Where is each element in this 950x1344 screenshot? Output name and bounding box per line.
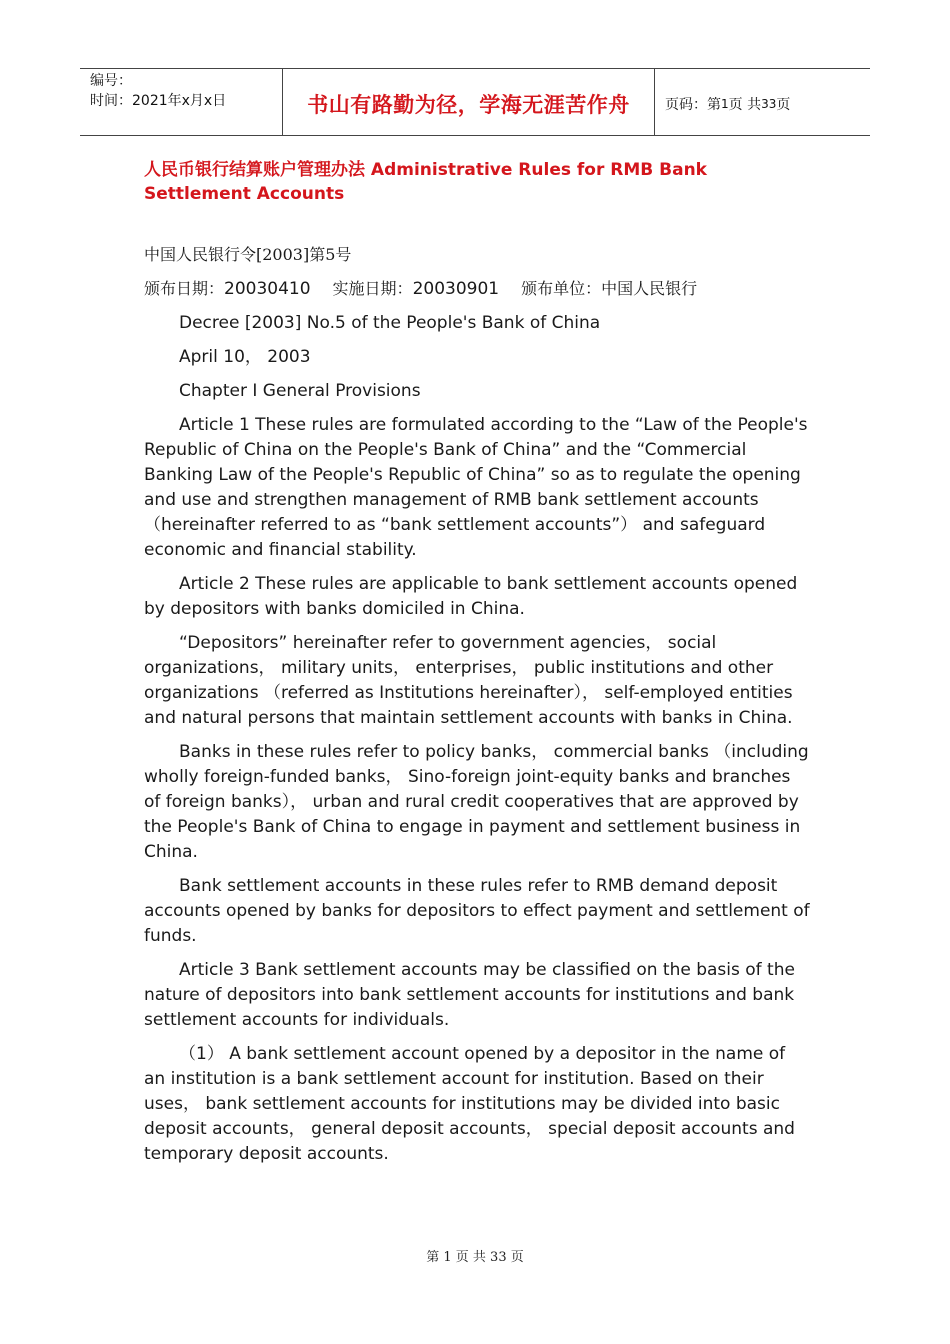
paragraph-article-1: Article 1 These rules are formulated according to the “Law of the People's Republic of China on the People's Bank of China” and the “Commercial Banking Law of the People's Republic of China” so as to regulate the opening and use and strengthen management of RMB bank settlement accounts （hereinafter referred to as “bank settlement accounts”） and safeguard economic and financial stability.: [144, 415, 808, 560]
issuer-label: 颁布单位：: [521, 279, 602, 298]
page-current: 1: [721, 97, 729, 111]
header-meta-cell: [80, 69, 282, 135]
title-en: Administrative Rules for RMB Bank Settlement Accounts: [144, 160, 707, 204]
page-prefix: 页码：第: [665, 97, 721, 113]
promulgation-label: 颁布日期：: [144, 279, 225, 298]
decree-cn: 中国人民银行令[2003]第5号: [144, 245, 352, 264]
promulgation-meta: [144, 277, 810, 301]
page-mid: 页 共: [728, 97, 762, 113]
promulgation-date: 20030410: [224, 279, 311, 299]
page-suffix: 页: [776, 97, 791, 113]
issuer: 中国人民银行: [601, 279, 698, 298]
paragraph-depositors: “Depositors” hereinafter refer to government agencies， social organizations， military units， enterprises， public institutions and other organizations （referred as Institutions hereinafter）， self-employed entities and natural persons that maintain settlement accounts with banks in China.: [144, 633, 793, 728]
paragraph-article-2: Article 2 These rules are applicable to bank settlement accounts opened by depositors with banks domiciled in China.: [144, 574, 798, 619]
document-title: [144, 158, 810, 206]
effective-date: 20030901: [412, 279, 500, 299]
page-footer: 第 1 页 共 33 页: [426, 1250, 524, 1265]
paragraph-institution-accounts: （1） A bank settlement account opened by a depositor in the name of an institution is a bank settlement account for institution. Based on their uses， bank settlement accounts for institutions may be divided into basic deposit accounts， general deposit accounts， special deposit accounts and temporary deposit accounts.: [144, 1044, 795, 1164]
paragraph-decree-en: Decree [2003] No.5 of the People's Bank of China: [179, 313, 601, 333]
effective-label: 实施日期：: [332, 279, 413, 298]
paragraph-banks: Banks in these rules refer to policy banks， commercial banks （including wholly foreign-funded banks， Sino-foreign joint-equity banks and branches of foreign banks）， urban and rural credit cooperatives that are approved by the People's Bank of China to engage in payment and settlement business in China.: [144, 742, 809, 862]
paragraph-chapter-heading: Chapter I General Provisions: [179, 381, 421, 401]
header-page-cell: [655, 69, 870, 135]
number-label: 编号：: [90, 73, 132, 89]
header-motto-cell: [282, 69, 655, 135]
paragraph-settlement-accounts: Bank settlement accounts in these rules refer to RMB demand deposit accounts opened by banks for depositors to effect payment and settlement of funds.: [144, 876, 810, 946]
paragraph-article-3: Article 3 Bank settlement accounts may be classified on the basis of the nature of depositors into bank settlement accounts for institutions and bank settlement accounts for individuals.: [144, 960, 795, 1030]
title-cn: 人民币银行结算账户管理办法: [144, 160, 365, 180]
document-body: [144, 158, 810, 1167]
page-total: 33: [761, 97, 777, 111]
time-label: 时间：2021年x月x日: [90, 93, 227, 109]
page-header: [80, 68, 870, 136]
paragraph-date: April 10， 2003: [179, 347, 311, 367]
header-motto: 书山有路勤为径，学海无涯苦作舟: [307, 92, 630, 117]
